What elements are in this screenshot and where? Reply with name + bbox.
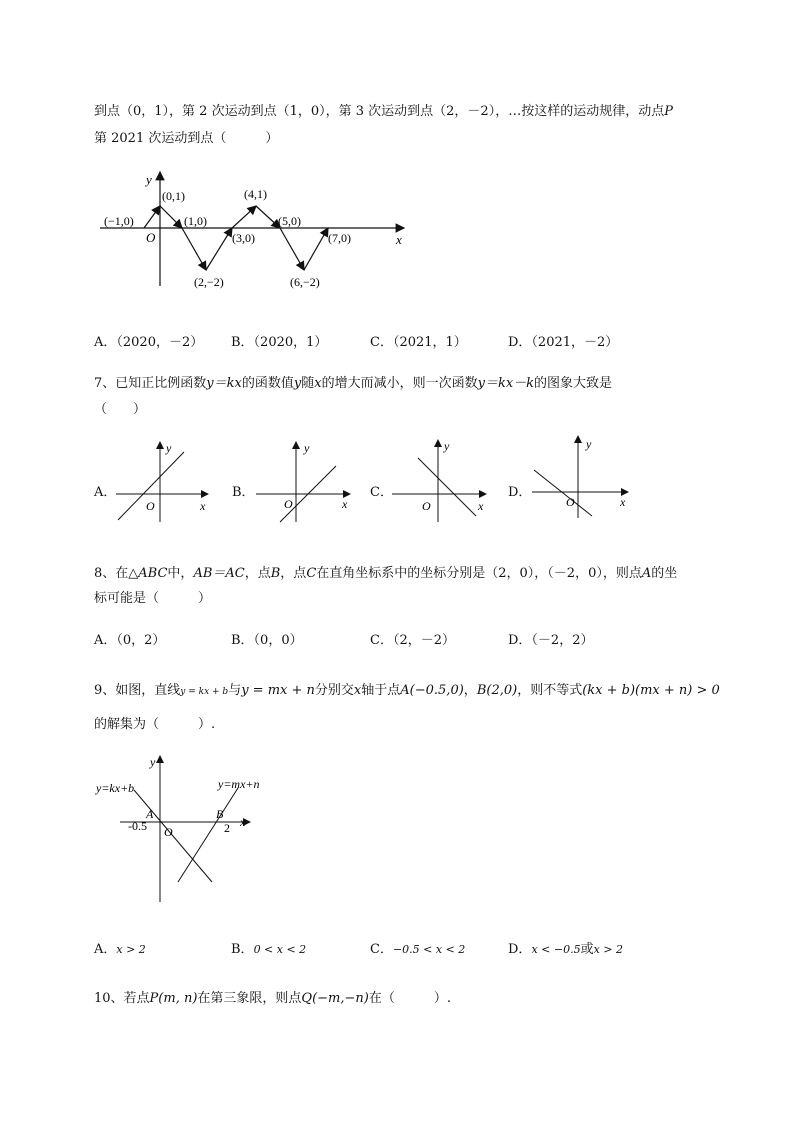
q8-option-b[interactable]: B．（0，0） — [231, 633, 303, 648]
q8-text-line2: 标可能是（ ） — [94, 591, 212, 606]
x-label: x — [620, 495, 626, 509]
y-label: y — [146, 172, 152, 187]
q9-option-d[interactable]: D．x < −0.5或x > 2 — [508, 942, 623, 957]
point-label: (4,1) — [244, 187, 267, 201]
q6-option-c[interactable]: C．（2021，1） — [370, 335, 467, 350]
q7-option-c-label[interactable]: C． — [370, 485, 393, 500]
x-label: x — [200, 499, 206, 513]
q6-zigzag-figure — [96, 168, 412, 296]
point-b-label: B — [216, 807, 224, 821]
q9-option-c[interactable]: C．−0.5 < x < 2 — [370, 942, 466, 957]
q7-option-d-label[interactable]: D． — [508, 485, 532, 500]
line2-label: y=mx+n — [218, 777, 260, 791]
origin-label: O — [146, 499, 155, 513]
origin-label: O — [146, 230, 156, 245]
q7-graph-b[interactable] — [252, 438, 356, 524]
x-label: x — [342, 497, 348, 511]
y-label: y — [304, 441, 310, 455]
q6-text-line1: 到点（0，1），第 2 次运动到点（1，0），第 3 次运动到点（2，－2），…按这样的运动规律，动点P — [94, 104, 673, 119]
q7-text-line2: （ ） — [94, 402, 147, 417]
point-label: (−1,0) — [104, 214, 134, 228]
x-label: x — [240, 815, 246, 829]
q8-option-d[interactable]: D．（－2，2） — [508, 633, 594, 648]
q8-option-a[interactable]: A．（0，2） — [94, 633, 166, 648]
x-label: x — [478, 499, 484, 513]
point-label: (7,0) — [328, 231, 351, 245]
q7-graph-d[interactable] — [528, 432, 634, 520]
x-label: x — [396, 232, 402, 247]
origin-label: O — [164, 825, 173, 839]
y-label: y — [444, 439, 450, 453]
point-label: (2,−2) — [194, 275, 224, 289]
q6-text-line2: 第 2021 次运动到点（ ） — [94, 131, 279, 146]
point-label: (3,0) — [232, 231, 255, 245]
y-label: y — [150, 755, 156, 769]
point-a-label: A — [146, 807, 154, 821]
q10-text: 10、若点P(m, n)在第三象限，则点Q(−m,−n)在（ ）. — [94, 991, 451, 1006]
origin-label: O — [422, 499, 431, 513]
q7-graph-a[interactable] — [112, 438, 216, 524]
y-label: y — [586, 437, 592, 451]
q9-option-b[interactable]: B．0 < x < 2 — [231, 942, 307, 957]
q9-text-line1: 9、如图，直线y = kx + b与y = mx + n分别交x轴于点A(−0.5,0)，B(2,0)，则不等式(kx + b)(mx + n) > 0 — [94, 683, 720, 698]
q8-option-c[interactable]: C．（2，－2） — [370, 633, 455, 648]
q6-option-a[interactable]: A．（2020，－2） — [94, 335, 204, 350]
q7-text-line1: 7、已知正比例函数y＝kx的函数值y随x的增大而减小，则一次函数y＝kx－k的图象大致是 — [94, 376, 613, 391]
point-label: (0,1) — [162, 189, 185, 203]
q7-graph-c[interactable] — [388, 436, 494, 524]
line-kx-b — [134, 790, 212, 882]
q8-text-line1: 8、在△ABC中，AB＝AC，点B，点C在直角坐标系中的坐标分别是（2，0），（－2，0），则点A的坐 — [94, 566, 678, 581]
q9-lines-figure — [94, 750, 274, 908]
point-label: (1,0) — [184, 214, 207, 228]
point-label: (6,−2) — [290, 275, 320, 289]
origin-label: O — [566, 495, 575, 509]
line1-label: y=kx+b — [96, 781, 135, 795]
q7-option-a-label[interactable]: A． — [94, 485, 117, 500]
q6-option-b[interactable]: B．（2020，1） — [231, 335, 328, 350]
q9-option-a[interactable]: A．x > 2 — [94, 942, 146, 957]
q9-text-line2: 的解集为（ ）. — [94, 717, 216, 732]
line-mx-n — [178, 788, 238, 882]
origin-label: O — [284, 497, 293, 511]
q7-option-b-label[interactable]: B． — [232, 485, 255, 500]
b-value-label: 2 — [224, 821, 230, 835]
y-label: y — [166, 441, 172, 455]
point-label: (5,0) — [278, 214, 301, 228]
a-value-label: -0.5 — [128, 819, 147, 833]
q6-option-d[interactable]: D．（2021，－2） — [508, 335, 619, 350]
